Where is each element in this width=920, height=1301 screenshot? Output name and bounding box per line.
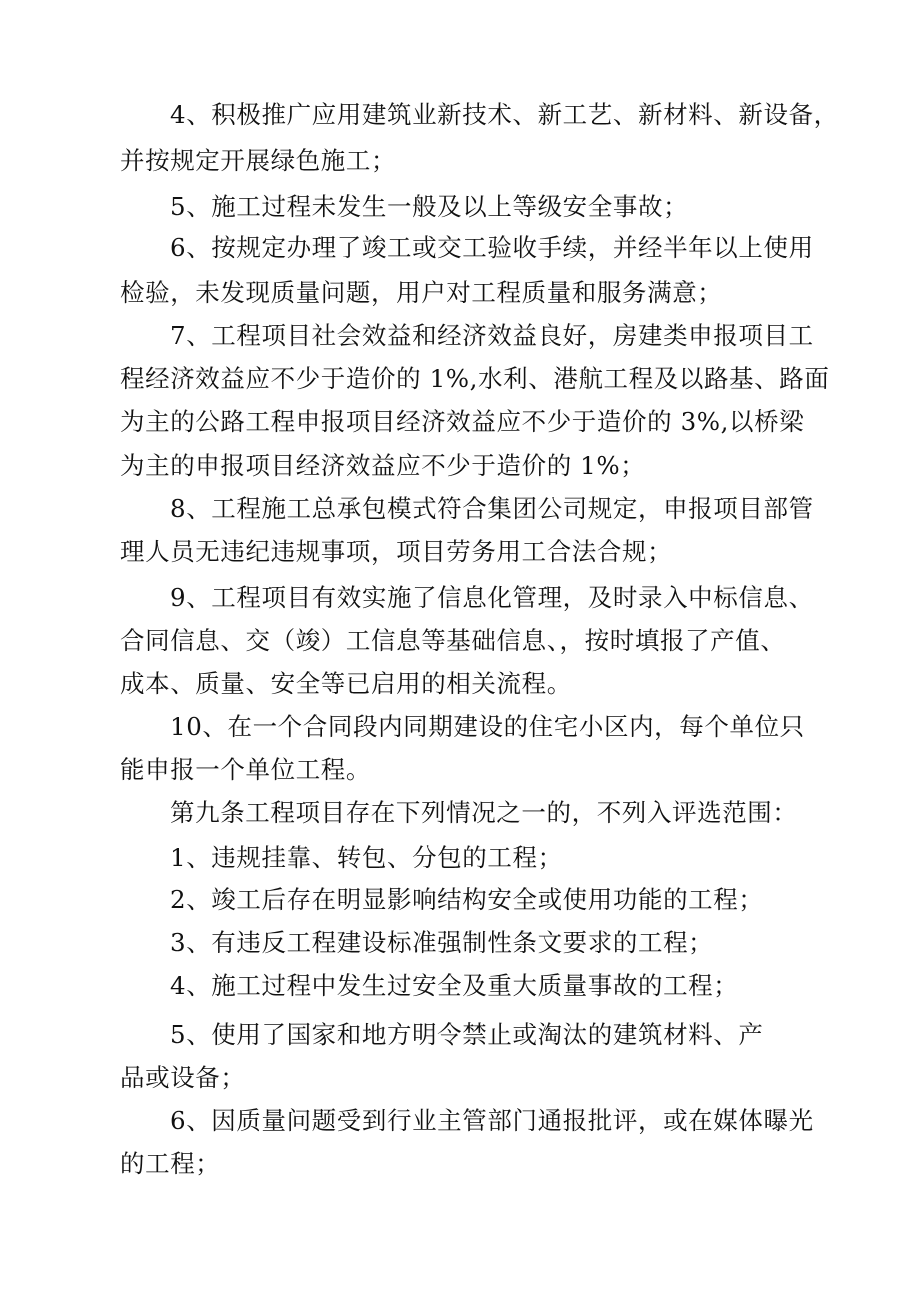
text-line: 为主的公路工程申报项目经济效益应不少于造价的 3%,以桥梁 bbox=[120, 407, 805, 436]
text-line: 4、积极推广应用建筑业新技术、新工艺、新材料、新设备， bbox=[170, 100, 839, 129]
text-line: 8、工程施工总承包模式符合集团公司规定，申报项目部管 bbox=[170, 494, 814, 523]
text-line: 第九条工程项目存在下列情况之一的，不列入评选范围： bbox=[170, 798, 798, 827]
text-line: 能申报一个单位工程。 bbox=[120, 755, 371, 784]
text-line: 品或设备； bbox=[120, 1063, 246, 1092]
text-line: 7、工程项目社会效益和经济效益良好，房建类申报项目工 bbox=[170, 321, 814, 350]
text-line: 5、使用了国家和地方明令禁止或淘汰的建筑材料、产 bbox=[170, 1020, 764, 1049]
text-line: 检验，未发现质量问题，用户对工程质量和服务满意； bbox=[120, 278, 723, 307]
text-line: 为主的申报项目经济效益应不少于造价的 1%； bbox=[120, 451, 646, 480]
text-line: 5、施工过程未发生一般及以上等级安全事故； bbox=[170, 192, 689, 221]
text-line: 合同信息、交（竣）工信息等基础信息、，按时填报了产值、 bbox=[120, 626, 786, 655]
text-line: 6、因质量问题受到行业主管部门通报批评，或在媒体曝光 bbox=[170, 1106, 814, 1135]
text-line: 3、有违反工程建设标准强制性条文要求的工程； bbox=[170, 928, 714, 957]
text-line: 9、工程项目有效实施了信息化管理，及时录入中标信息、 bbox=[170, 583, 814, 612]
text-line: 1、违规挂靠、转包、分包的工程； bbox=[170, 843, 563, 872]
text-line: 成本、质量、安全等已启用的相关流程。 bbox=[120, 669, 572, 698]
text-line: 2、竣工后存在明显影响结构安全或使用功能的工程； bbox=[170, 885, 764, 914]
text-line: 的工程； bbox=[120, 1149, 221, 1178]
text-line: 10、在一个合同段内同期建设的住宅小区内，每个单位只 bbox=[170, 712, 805, 741]
text-line: 6、按规定办理了竣工或交工验收手续，并经半年以上使用 bbox=[170, 233, 814, 262]
text-line: 程经济效益应不少于造价的 1%,水利、港航工程及以路基、路面 bbox=[120, 364, 830, 393]
text-line: 理人员无违纪违规事项，项目劳务用工合法合规； bbox=[120, 537, 673, 566]
text-line: 4、施工过程中发生过安全及重大质量事故的工程； bbox=[170, 971, 739, 1000]
text-line: 并按规定开展绿色施工； bbox=[120, 146, 397, 175]
